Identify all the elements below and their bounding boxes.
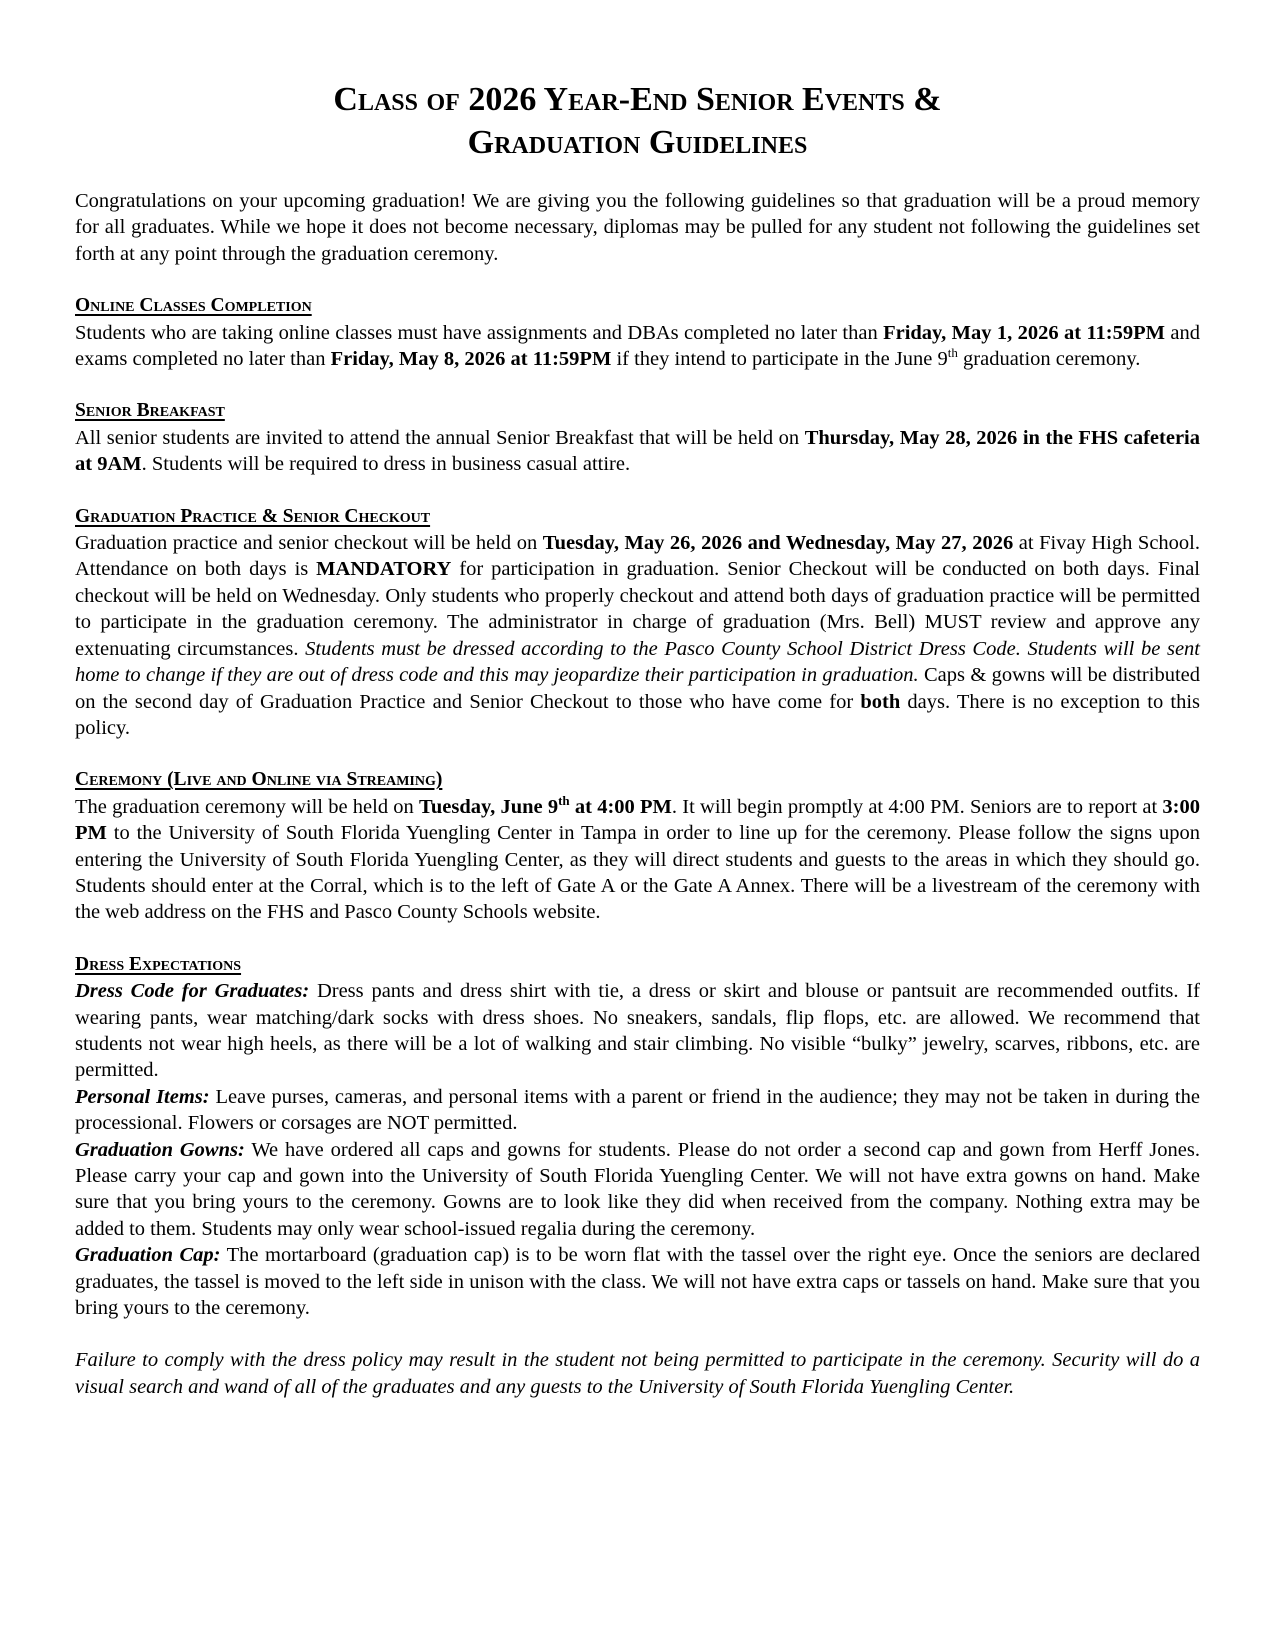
- text: if they intend to participate in the June 9: [611, 348, 948, 371]
- document-title: [75, 78, 1200, 164]
- text: to the University of South Florida Yuengling Center in Tampa in order to line up for the ceremony. Please follow the signs upon entering the University of South Florida Yuengling Center, as they will direct students and guests to the areas in which they should go. Students should enter at the Corral, which is to the left of Gate A or the Gate A Annex. There will be a livestream of the ceremony with the web address on the FHS and Pasco County Schools website.: [75, 822, 1200, 924]
- ceremony-date: [419, 792, 672, 818]
- dress-item-label: Graduation Cap:: [75, 1244, 221, 1267]
- dress-item-text: Leave purses, cameras, and personal items with a parent or friend in the audience; they may not be taken in during the processional. Flowers or corsages are NOT permitted.: [75, 1085, 1200, 1135]
- report-time: 3:00 PM: [75, 795, 1200, 845]
- section-dress-expectations: [75, 952, 1200, 1322]
- text: Students who are taking online classes must have assignments and DBAs completed no later than: [75, 321, 884, 344]
- dress-item-graduation-gowns: [75, 1137, 1200, 1243]
- section-heading-dress-expectations: Dress Expectations: [75, 953, 242, 975]
- dress-item-text: Dress pants and dress shirt with tie, a dress or skirt and blouse or pantsuit are recommended outfits. If wearing pants, wear matching/dark socks with dress shoes. No sneakers, sandals, flip flops, etc. are allowed. We recommend that students not wear high heels, as there will be a lot of walking and stair climbing. No visible “bulky” jewelry, scarves, ribbons, etc. are permitted.: [75, 980, 1200, 1082]
- text: at 4:00 PM: [569, 795, 672, 818]
- section-graduation-practice: [75, 504, 1200, 742]
- section-online-classes: [75, 293, 1200, 372]
- breakfast-date: Thursday, May 28, 2026 in the FHS cafeteria at 9AM: [75, 426, 1201, 476]
- senior-breakfast-paragraph: [75, 425, 1200, 478]
- ordinal-suffix: th: [947, 345, 958, 361]
- emphasis-both: both: [860, 690, 901, 713]
- intro-paragraph: Congratulations on your upcoming graduation! We are giving you the following guidelines so that graduation will be a proud memory for all graduates. While we hope it does not become necessary, diplomas may be pulled for any student not following the guidelines set forth at any point through the graduation ceremony.: [75, 190, 1200, 265]
- dress-item-text: The mortarboard (graduation cap) is to be worn flat with the tassel over the right eye. Once the seniors are declared graduates, the tassel is moved to the left side in unison with the class. We will not have extra caps or tassels on hand. Make sure that you bring yours to the ceremony.: [75, 1244, 1200, 1320]
- text: The graduation ceremony will be held on: [75, 795, 420, 818]
- practice-dates: Tuesday, May 26, 2026 and Wednesday, May 27, 2026: [542, 532, 1014, 555]
- text: for participation in graduation. Senior Checkout will be conducted on both days. Final checkout will be held on Wednesday. Only students who properly checkout and attend both days of graduation practice will be permitted to participate in the graduation ceremony. The administrator in charge of graduation (Mrs. Bell) MUST review and approve any extenuating circumstances.: [75, 558, 1200, 660]
- text: . Students will be required to dress in business casual attire.: [141, 453, 631, 476]
- dress-item-personal-items: [75, 1084, 1200, 1137]
- text: and exams completed no later than: [75, 321, 1200, 371]
- exam-deadline: Friday, May 8, 2026 at 11:59PM: [330, 348, 612, 371]
- ceremony-paragraph: [75, 794, 1200, 926]
- online-classes-paragraph: [75, 320, 1200, 373]
- dress-code-warning: Students must be dressed according to the Pasco County School District Dress Code. Students will be sent home to change if they are out of dress code and this may jeopardize their participation in graduation.: [75, 637, 1200, 687]
- text: graduation ceremony.: [957, 348, 1141, 371]
- dress-item-text: We have ordered all caps and gowns for students. Please do not order a second cap and gown from Herff Jones. Please carry your cap and gown into the University of South Florida Yuengling Center. We will not have extra gowns on hand. Make sure that you bring yours to the ceremony. Gowns are to look like they did when received from the company. Nothing extra may be added to them. Students may only wear school-issued regalia during the ceremony.: [75, 1138, 1200, 1240]
- text: Caps & gowns will be distributed on the second day of Graduation Practice and Senior Checkout to those who have come for: [75, 664, 1200, 713]
- text: . It will begin promptly at 4:00 PM. Seniors are to report at: [671, 795, 1163, 818]
- dress-item-label: Graduation Gowns:: [75, 1138, 245, 1161]
- dress-item-label: Dress Code for Graduates:: [75, 980, 310, 1003]
- graduation-practice-paragraph: [75, 530, 1200, 741]
- text: Tuesday, June 9: [419, 795, 559, 818]
- text: at Fivay High School. Attendance on both days is: [75, 532, 1201, 581]
- assignment-deadline: Friday, May 1, 2026 at 11:59PM: [883, 321, 1166, 344]
- text: days. There is no exception to this policy.: [75, 690, 1200, 739]
- section-senior-breakfast: [75, 398, 1200, 477]
- section-ceremony: [75, 767, 1200, 925]
- mandatory-label: MANDATORY: [316, 558, 452, 581]
- ordinal-suffix: th: [558, 792, 570, 808]
- text: All senior students are invited to attend the annual Senior Breakfast that will be held on: [75, 426, 805, 449]
- document-page: [75, 78, 1200, 1400]
- section-heading-graduation-practice: Graduation Practice & Senior Checkout: [75, 505, 431, 527]
- section-heading-online-classes: Online Classes Completion: [75, 295, 312, 317]
- dress-item-graduation-cap: [75, 1242, 1200, 1321]
- dress-item-dress-code: [75, 978, 1200, 1084]
- section-heading-senior-breakfast: Senior Breakfast: [75, 400, 225, 422]
- dress-item-label: Personal Items:: [75, 1085, 210, 1108]
- title-line-1: Class of 2026 Year-End Senior Events &: [333, 81, 942, 118]
- title-line-2: Graduation Guidelines: [467, 124, 808, 161]
- closing-warning: Failure to comply with the dress policy may result in the student not being permitted to participate in the ceremony. Security will do a visual search and wand of all of the graduates and any guests to the University of South Florida Yuengling Center.: [75, 1349, 1200, 1398]
- text: Graduation practice and senior checkout will be held on: [75, 532, 543, 555]
- section-heading-ceremony: Ceremony (Live and Online via Streaming): [75, 769, 443, 791]
